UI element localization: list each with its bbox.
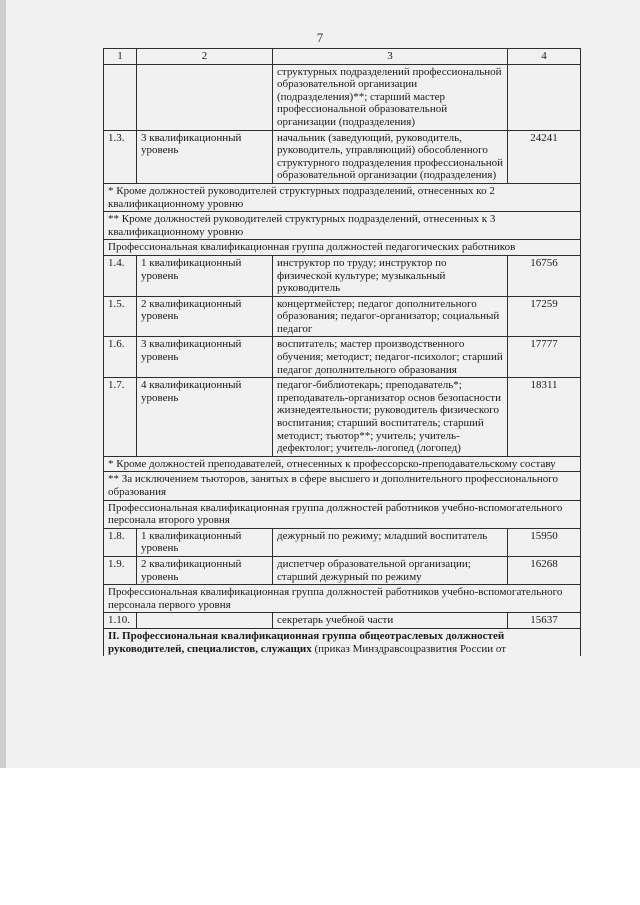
footnote: * Кроме должностей руководителей структурных подразделений, отнесенных ко 2 квалификационному уровню (104, 183, 581, 211)
positions-cell: дежурный по режиму; младший воспитатель (273, 528, 508, 556)
level-cell: 1 квалификационный уровень (137, 255, 273, 296)
positions-cell: диспетчер образовательной организации; старший дежурный по режиму (273, 556, 508, 584)
level-cell: 4 квалификационный уровень (137, 378, 273, 457)
group-heading-row (104, 240, 581, 256)
column-header: 4 (508, 49, 581, 65)
page-number: 7 (316, 30, 324, 45)
continuation-row (104, 64, 581, 130)
code-cell (104, 64, 137, 130)
code-cell: 1.7. (104, 378, 137, 457)
group-heading-row (104, 500, 581, 528)
code-cell: 1.5. (104, 296, 137, 337)
footnote-row (104, 183, 581, 211)
footnote: * Кроме должностей преподавателей, отнесенных к профессорско-преподавательскому составу (104, 456, 581, 472)
table-row (104, 130, 581, 183)
section-heading-row (104, 628, 581, 656)
column-header: 2 (137, 49, 273, 65)
salary-table-body (104, 49, 581, 657)
column-header: 1 (104, 49, 137, 65)
table-row (104, 613, 581, 629)
code-cell: 1.9. (104, 556, 137, 584)
footnote: ** За исключением тьюторов, занятых в сфере высшего и дополнительного профессионального образования (104, 472, 581, 500)
level-cell (137, 613, 273, 629)
salary-cell: 17777 (508, 337, 581, 378)
salary-cell: 15950 (508, 528, 581, 556)
table-header-row (104, 49, 581, 65)
salary-cell: 16756 (508, 255, 581, 296)
table-row (104, 556, 581, 584)
level-cell: 3 квалификационный уровень (137, 130, 273, 183)
salary-cell: 16268 (508, 556, 581, 584)
code-cell: 1.6. (104, 337, 137, 378)
level-cell: 2 квалификационный уровень (137, 556, 273, 584)
group-heading: Профессиональная квалификационная группа должностей педагогических работников (104, 240, 581, 256)
salary-table (103, 48, 581, 656)
salary-cell: 24241 (508, 130, 581, 183)
positions-cell: воспитатель; мастер производственного обучения; методист; педагог-психолог; старший педагог дополнительного образования (273, 337, 508, 378)
table-row (104, 378, 581, 457)
column-header: 3 (273, 49, 508, 65)
group-heading: Профессиональная квалификационная группа должностей работников учебно-вспомогательного персонала второго уровня (104, 500, 581, 528)
table-row (104, 528, 581, 556)
footnote-row (104, 472, 581, 500)
positions-cell: секретарь учебной части (273, 613, 508, 629)
salary-cell (508, 64, 581, 130)
footnote-row (104, 456, 581, 472)
code-cell: 1.4. (104, 255, 137, 296)
positions-cell: структурных подразделений профессиональной образовательной организации (подразделения)**; старший мастер профессиональной образовательной организации (подразделения) (273, 64, 508, 130)
table-row (104, 337, 581, 378)
level-cell: 2 квалификационный уровень (137, 296, 273, 337)
footnote: ** Кроме должностей руководителей структурных подразделений, отнесенных к 3 квалификационному уровню (104, 212, 581, 240)
level-cell: 3 квалификационный уровень (137, 337, 273, 378)
page-edge-shadow (0, 0, 6, 768)
positions-cell: концертмейстер; педагог дополнительного образования; педагог-организатор; социальный педагог (273, 296, 508, 337)
group-heading-row (104, 585, 581, 613)
section-heading (104, 628, 581, 656)
level-cell (137, 64, 273, 130)
positions-cell: педагог-библиотекарь; преподаватель*; преподаватель-организатор основ безопасности жизнедеятельности; руководитель физического воспитания; старший воспитатель; старший методист; тьютор**; учитель; учитель-дефектолог; учитель-логопед (логопед) (273, 378, 508, 457)
footnote-row (104, 212, 581, 240)
salary-cell: 15637 (508, 613, 581, 629)
salary-cell: 17259 (508, 296, 581, 337)
section-heading-bold: II. Профессиональная квалификационная группа общеотраслевых должностей руководителей, специалистов, служащих (108, 629, 505, 655)
level-cell: 1 квалификационный уровень (137, 528, 273, 556)
group-heading: Профессиональная квалификационная группа должностей работников учебно-вспомогательного персонала первого уровня (104, 585, 581, 613)
table-row (104, 255, 581, 296)
table-row (104, 296, 581, 337)
code-cell: 1.10. (104, 613, 137, 629)
positions-cell: начальник (заведующий, руководитель, руководитель, управляющий) обособленного структурного подразделения профессиональной образовательной организации (подразделения) (273, 130, 508, 183)
code-cell: 1.8. (104, 528, 137, 556)
section-heading-source: (приказ Минздравсоцразвития России от (311, 642, 507, 655)
code-cell: 1.3. (104, 130, 137, 183)
salary-cell: 18311 (508, 378, 581, 457)
positions-cell: инструктор по труду; инструктор по физической культуре; музыкальный руководитель (273, 255, 508, 296)
